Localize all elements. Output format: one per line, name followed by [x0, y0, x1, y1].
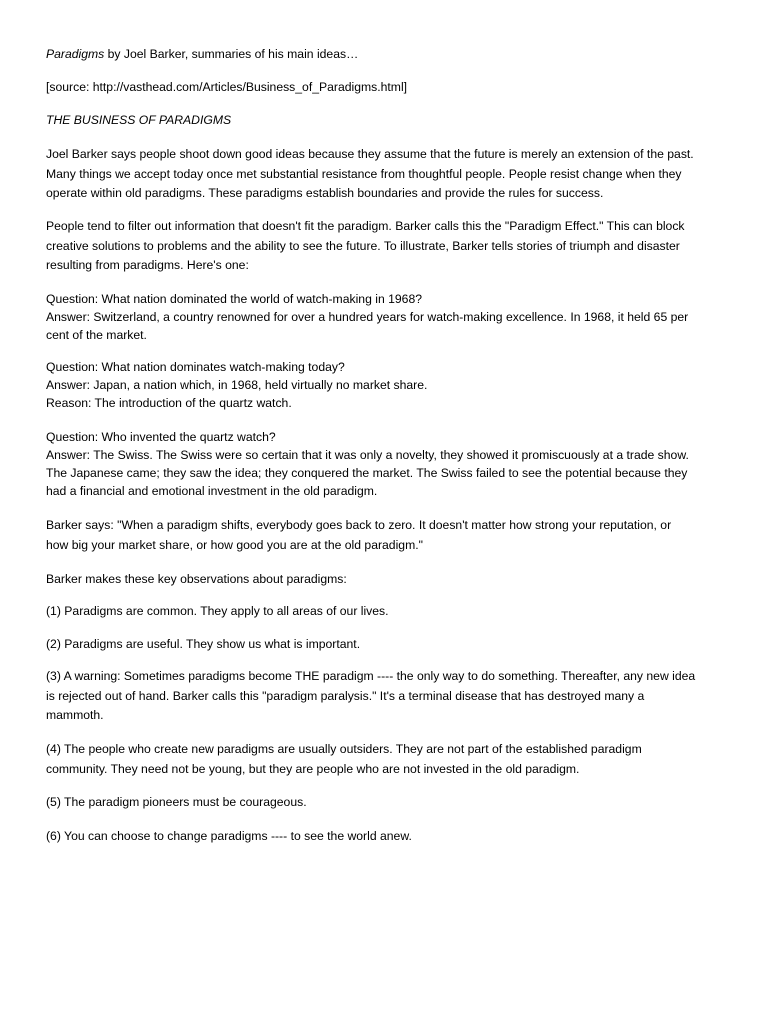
observation-line: (3) A warning: Sometimes paradigms become THE paradigm ---- the only way to do something. Thereafter, any new idea — [46, 669, 696, 683]
qa-line: Question: What nation dominates watch-making today? — [46, 360, 345, 374]
section-heading: THE BUSINESS OF PARADIGMS — [46, 113, 232, 127]
intro-line: Joel Barker says people shoot down good ideas because they assume that the future is merely an extension of the past. — [46, 147, 694, 161]
title-italic: Paradigms — [46, 47, 105, 61]
qa-block-2 — [46, 358, 736, 412]
observation-line: mammoth. — [46, 708, 104, 722]
qa-line: had a financial and emotional investment in the old paradigm. — [46, 484, 378, 498]
filter-paragraph — [46, 217, 736, 276]
qa-line: Answer: Switzerland, a country renowned for over a hundred years for watch-making excellence. In 1968, it held 65 per — [46, 310, 689, 324]
quote-line: how big your market share, or how good you are at the old paradigm." — [46, 537, 423, 552]
observation-3 — [46, 667, 736, 726]
observation-6: (6) You can choose to change paradigms ---- to see the world anew. — [46, 829, 412, 843]
qa-line: Question: Who invented the quartz watch? — [46, 430, 276, 444]
qa-line: Question: What nation dominated the world of watch-making in 1968? — [46, 292, 422, 306]
source-line: [source: http://vasthead.com/Articles/Business_of_Paradigms.html] — [46, 80, 408, 94]
qa-line: The Japanese came; they saw the idea; they conquered the market. The Swiss failed to see the potential because they — [46, 466, 688, 480]
quote-line: Barker says: "When a paradigm shifts, everybody goes back to zero. It doesn't matter how strong your reputation, or — [46, 518, 672, 532]
qa-line: Reason: The introduction of the quartz watch. — [46, 396, 292, 410]
observation-line: is rejected out of hand. Barker calls this "paradigm paralysis." It's a terminal disease that has destroyed many a — [46, 688, 645, 703]
filter-line: creative solutions to problems and the ability to see the future. To illustrate, Barker tells stories of triumph and disaster — [46, 238, 680, 253]
observation-line: (4) The people who create new paradigms are usually outsiders. They are not part of the established paradigm — [46, 742, 642, 756]
observation-2: (2) Paradigms are useful. They show us what is important. — [46, 637, 361, 651]
observations-intro: Barker makes these key observations about paradigms: — [46, 572, 347, 586]
observation-line: community. They need not be young, but they are people who are not invested in the old paradigm. — [46, 761, 580, 776]
intro-paragraph — [46, 145, 736, 204]
document-title — [46, 45, 736, 65]
filter-line: resulting from paradigms. Here's one: — [46, 258, 249, 272]
qa-block-1 — [46, 290, 736, 344]
qa-line: Answer: Japan, a nation which, in 1968, held virtually no market share. — [46, 378, 428, 392]
filter-line: People tend to filter out information that doesn't fit the paradigm. Barker calls this the "Paradigm Effect." This can block — [46, 219, 685, 233]
intro-line: Many things we accept today once met substantial resistance from thoughtful people. People resist change when they — [46, 166, 682, 181]
intro-line: operate within old paradigms. These paradigms establish boundaries and provide the rules for success. — [46, 186, 604, 200]
observation-1: (1) Paradigms are common. They apply to all areas of our lives. — [46, 604, 389, 618]
qa-line: Answer: The Swiss. The Swiss were so certain that it was only a novelty, they showed it promiscuously at a trade show. — [46, 448, 689, 462]
title-rest: by Joel Barker, summaries of his main ideas… — [104, 47, 359, 61]
observation-5: (5) The paradigm pioneers must be courageous. — [46, 795, 307, 809]
qa-block-3 — [46, 428, 736, 500]
quote-paragraph — [46, 516, 736, 555]
observation-4 — [46, 740, 736, 779]
qa-line: cent of the market. — [46, 328, 147, 342]
